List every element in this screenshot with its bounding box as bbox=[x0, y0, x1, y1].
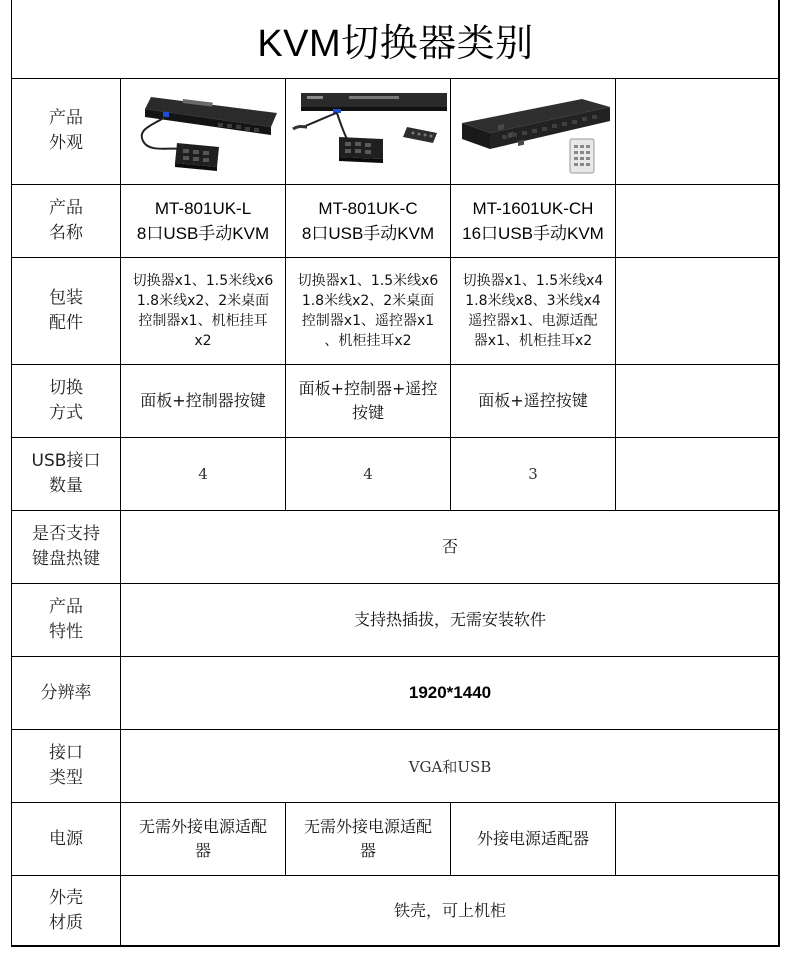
row-label: 外壳 材质 bbox=[12, 876, 121, 945]
casing-value: 铁壳，可上机柜 bbox=[393, 900, 506, 920]
row-accessories bbox=[12, 258, 779, 365]
row-switch-mode bbox=[12, 365, 779, 438]
row-label: 产品 名称 bbox=[12, 185, 121, 257]
page-title: KVM切换器类别 bbox=[12, 0, 779, 79]
row-label: 切换 方式 bbox=[12, 365, 121, 437]
row-usb-count bbox=[12, 438, 779, 511]
usb-count-2: 4 bbox=[286, 438, 451, 510]
product-name-2: MT-801UK-C 8口USB手动KVM bbox=[286, 185, 451, 257]
switch-mode-1: 面板+控制器按键 bbox=[121, 365, 286, 437]
row-label: 是否支持 键盘热键 bbox=[12, 511, 121, 583]
power-2: 无需外接电源适配 器 bbox=[286, 803, 451, 875]
features-value: 支持热插拔，无需安装软件 bbox=[353, 610, 546, 629]
product-image-1 bbox=[121, 78, 286, 184]
product-image-2 bbox=[286, 78, 451, 184]
row-power bbox=[12, 803, 779, 876]
spec-sheet bbox=[11, 0, 780, 947]
row-label: 包装 配件 bbox=[12, 258, 121, 364]
empty-cell bbox=[616, 258, 779, 364]
row-interface bbox=[12, 730, 779, 803]
row-label: 产品 特性 bbox=[12, 584, 121, 656]
empty-cell bbox=[616, 185, 779, 257]
row-features bbox=[12, 584, 779, 657]
kvm-switch-controller-remote-image bbox=[287, 83, 449, 179]
resolution-value: 1920*1440 bbox=[408, 683, 492, 702]
row-product-name bbox=[12, 185, 779, 258]
row-hotkey bbox=[12, 511, 779, 584]
row-appearance bbox=[12, 78, 779, 185]
row-label: 电源 bbox=[12, 803, 121, 875]
accessories-2: 切换器x1、1.5米线x6 1.8米线x2、2米桌面 控制器x1、遥控器x1 、机柜挂耳x2 bbox=[286, 258, 451, 364]
power-1: 无需外接电源适配 器 bbox=[121, 803, 286, 875]
empty-cell bbox=[616, 438, 779, 510]
product-name-1: MT-801UK-L 8口USB手动KVM bbox=[121, 185, 286, 257]
row-label: 产品 外观 bbox=[12, 78, 121, 184]
switch-mode-3: 面板+遥控按键 bbox=[451, 365, 616, 437]
accessories-1: 切换器x1、1.5米线x6 1.8米线x2、2米桌面 控制器x1、机柜挂耳 x2 bbox=[121, 258, 286, 364]
interface-value: VGA和USB bbox=[408, 757, 492, 776]
row-resolution bbox=[12, 657, 779, 730]
kvm-switch-with-controller-image bbox=[123, 83, 283, 179]
row-casing bbox=[12, 876, 779, 945]
empty-cell bbox=[616, 78, 779, 184]
row-label: USB接口 数量 bbox=[12, 438, 121, 510]
product-image-3 bbox=[451, 78, 616, 184]
empty-cell bbox=[616, 803, 779, 875]
usb-count-3: 3 bbox=[451, 438, 616, 510]
empty-cell bbox=[616, 365, 779, 437]
switch-mode-2: 面板+控制器+遥控 按键 bbox=[286, 365, 451, 437]
product-name-3: MT-1601UK-CH 16口USB手动KVM bbox=[451, 185, 616, 257]
row-label: 接口 类型 bbox=[12, 730, 121, 802]
row-label: 分辨率 bbox=[12, 657, 121, 729]
power-3: 外接电源适配器 bbox=[451, 803, 616, 875]
accessories-3: 切换器x1、1.5米线x4 1.8米线x8、3米线x4 遥控器x1、电源适配 器x1、机柜挂耳x2 bbox=[451, 258, 616, 364]
kvm-16port-with-remote-image bbox=[452, 83, 614, 179]
usb-count-1: 4 bbox=[121, 438, 286, 510]
hotkey-value: 否 bbox=[441, 537, 458, 556]
